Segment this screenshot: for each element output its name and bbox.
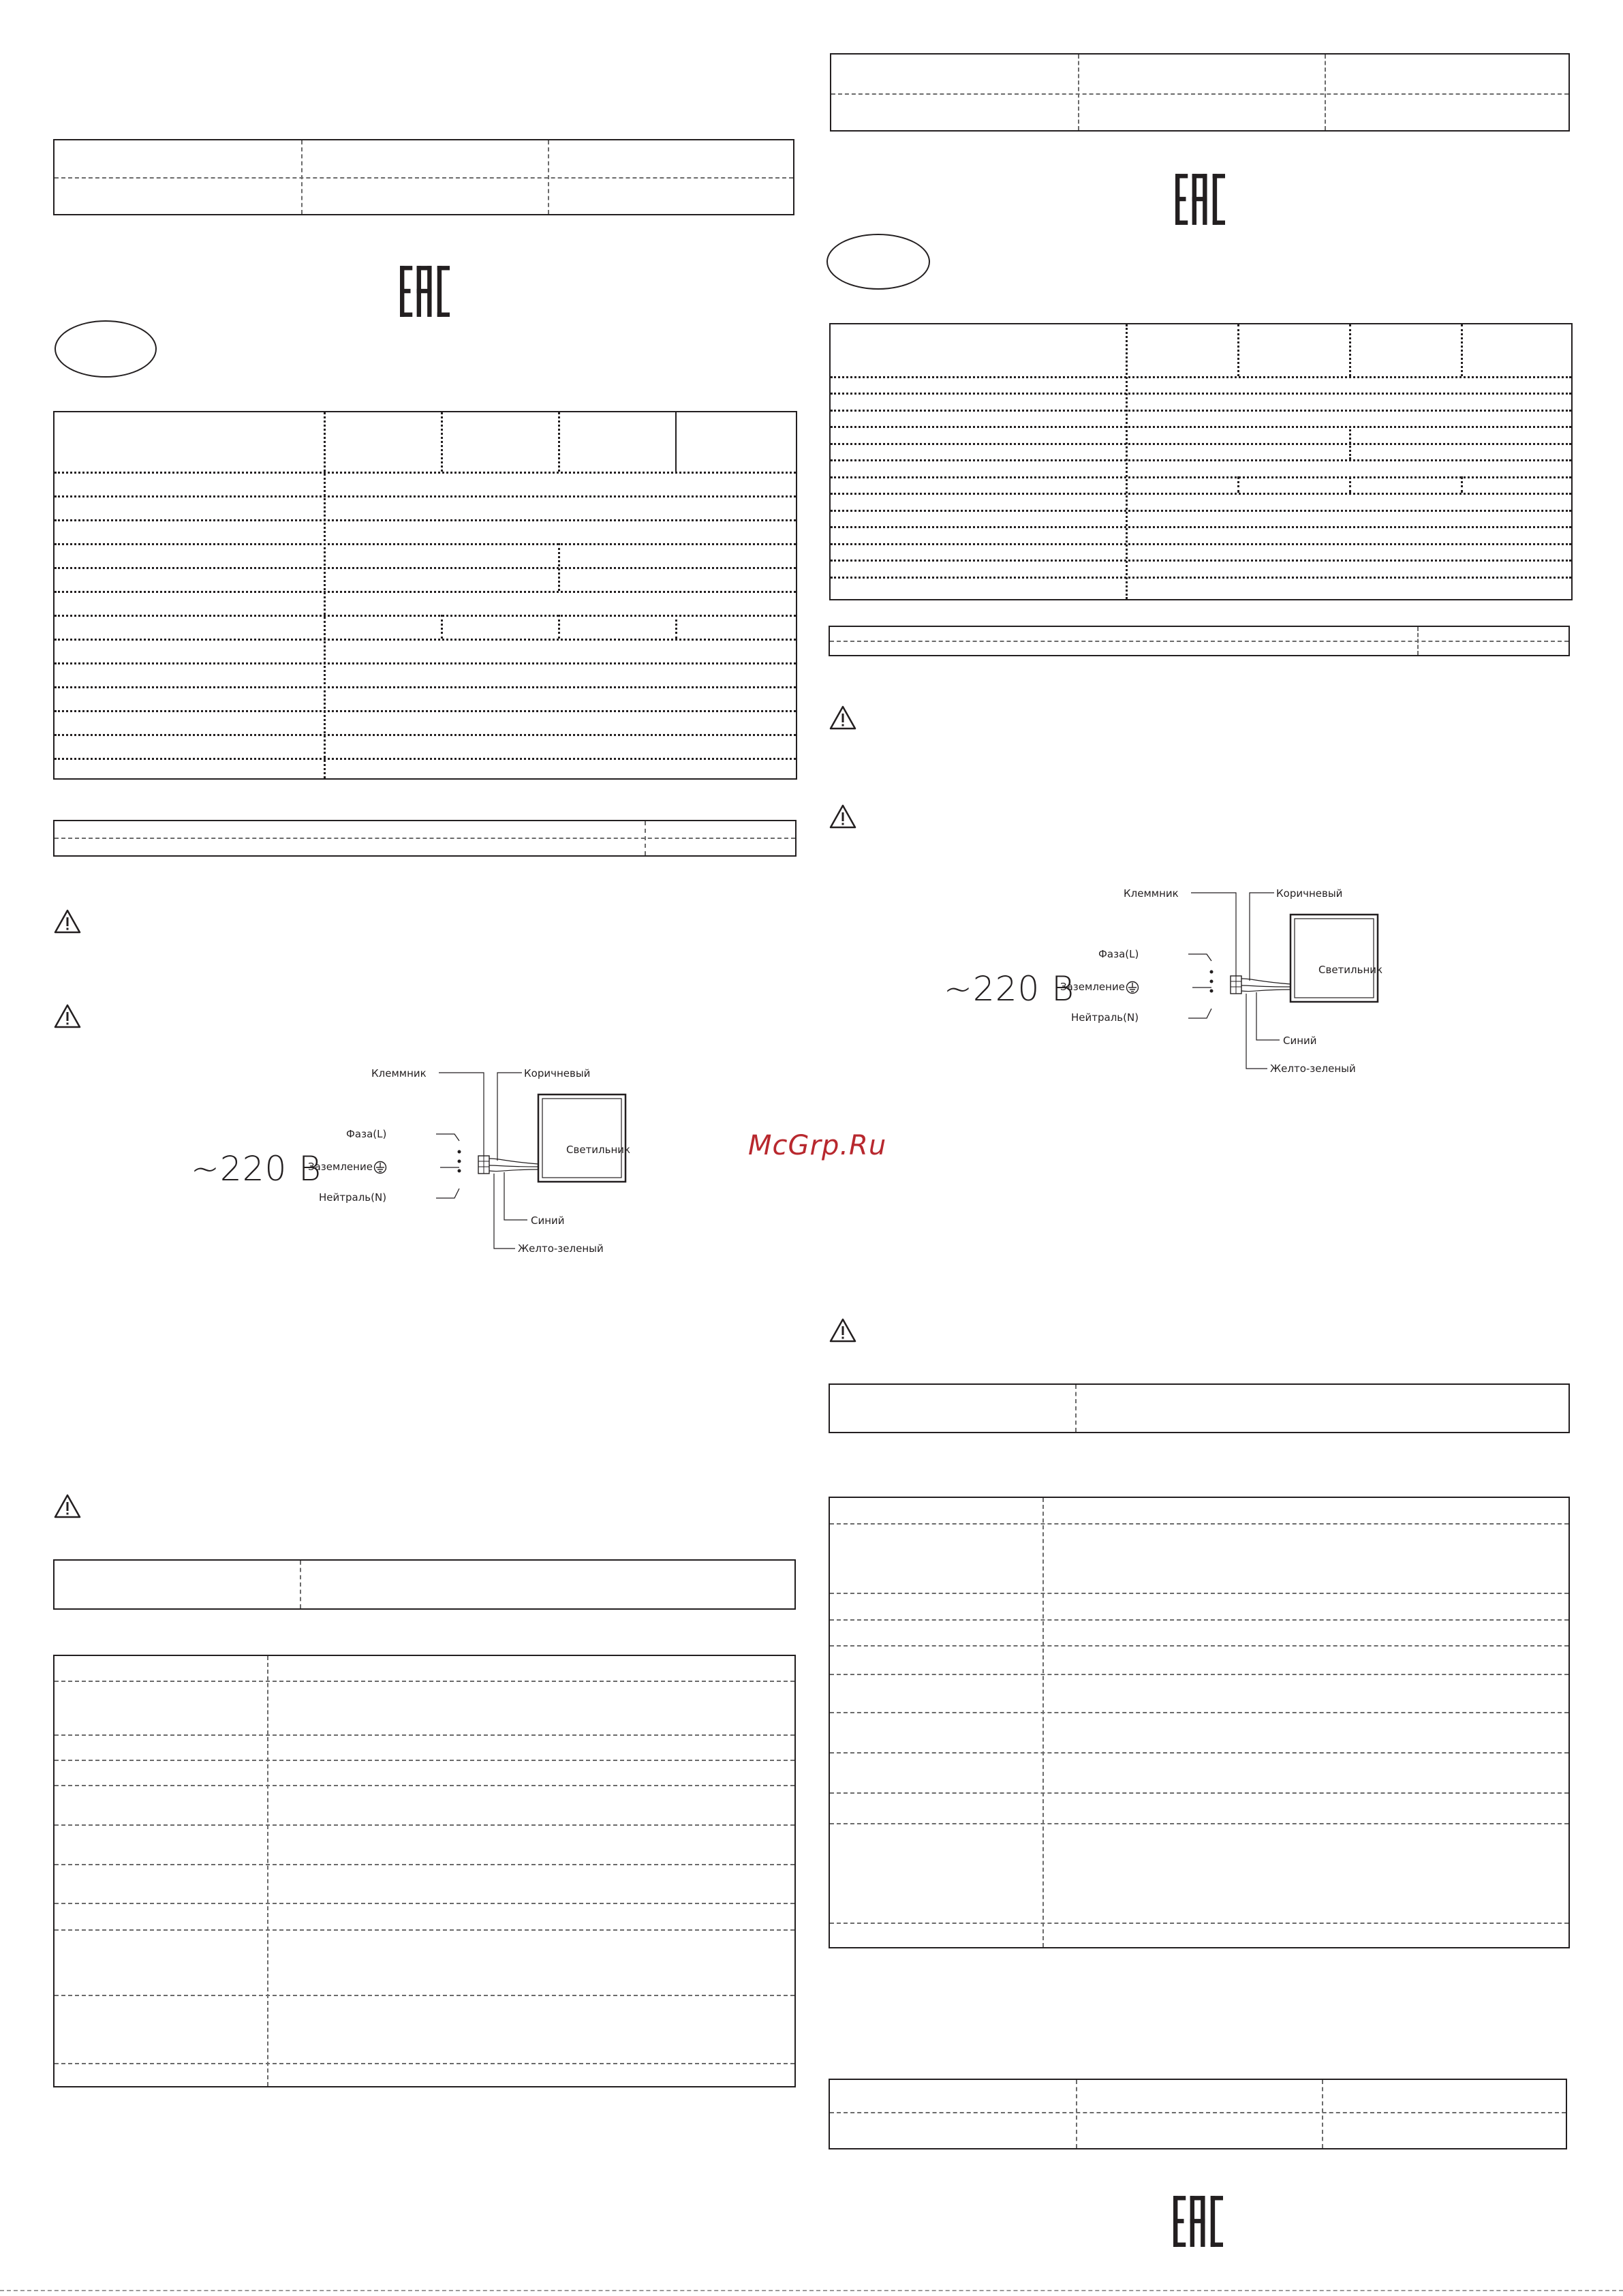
lamp-label: Светильник bbox=[1318, 964, 1383, 976]
neutral-label: Нейтраль(N) bbox=[319, 1191, 387, 1204]
phase-label: Фаза(L) bbox=[346, 1128, 387, 1140]
warning-triangle-icon bbox=[829, 705, 856, 730]
lamp-label: Светильник bbox=[566, 1144, 631, 1156]
right-info-table bbox=[829, 1497, 1570, 1948]
terminal-block-label: Клеммник bbox=[1124, 887, 1179, 900]
neutral-label: Нейтраль(N) bbox=[1071, 1011, 1139, 1024]
terminal-block-label: Клеммник bbox=[371, 1067, 427, 1080]
right-top-table bbox=[830, 53, 1570, 132]
ground-label: Заземление bbox=[1060, 981, 1125, 993]
ground-label: Заземление bbox=[308, 1161, 373, 1173]
eac-logo bbox=[400, 266, 450, 317]
blue-wire-label: Синий bbox=[1283, 1035, 1317, 1047]
left-ident-table bbox=[53, 820, 797, 857]
right-ident-table bbox=[829, 626, 1570, 656]
eac-logo bbox=[1173, 2196, 1223, 2247]
warning-triangle-icon bbox=[829, 804, 856, 829]
right-spec-table bbox=[829, 323, 1573, 600]
warning-triangle-icon bbox=[54, 909, 81, 934]
brown-wire-label: Коричневый bbox=[1276, 887, 1343, 900]
right-warranty-box bbox=[829, 1383, 1570, 1433]
watermark: McGrp.Ru bbox=[748, 1130, 887, 1161]
warning-triangle-icon bbox=[54, 1004, 81, 1028]
yellow-green-wire-label: Желто-зеленый bbox=[518, 1242, 604, 1255]
left-oval-marker bbox=[55, 320, 157, 378]
left-top-table bbox=[53, 139, 794, 215]
blue-wire-label: Синий bbox=[531, 1214, 565, 1227]
wiring-diagram bbox=[382, 1063, 668, 1261]
phase-label: Фаза(L) bbox=[1098, 948, 1139, 960]
right-oval-marker bbox=[826, 234, 930, 290]
voltage-label: ~220 В bbox=[944, 969, 1075, 1009]
eac-logo bbox=[1175, 174, 1225, 225]
page-bottom-edge bbox=[0, 2290, 1623, 2291]
warning-triangle-icon bbox=[829, 1318, 856, 1343]
left-info-table bbox=[53, 1655, 796, 2087]
left-spec-table bbox=[53, 411, 797, 780]
brown-wire-label: Коричневый bbox=[524, 1067, 591, 1080]
left-warranty-box bbox=[53, 1559, 796, 1610]
wiring-diagram bbox=[1134, 883, 1420, 1081]
voltage-label: ~220 В bbox=[191, 1149, 322, 1189]
warning-triangle-icon bbox=[54, 1494, 81, 1518]
yellow-green-wire-label: Желто-зеленый bbox=[1270, 1062, 1356, 1075]
right-bottom-table bbox=[829, 2079, 1567, 2149]
